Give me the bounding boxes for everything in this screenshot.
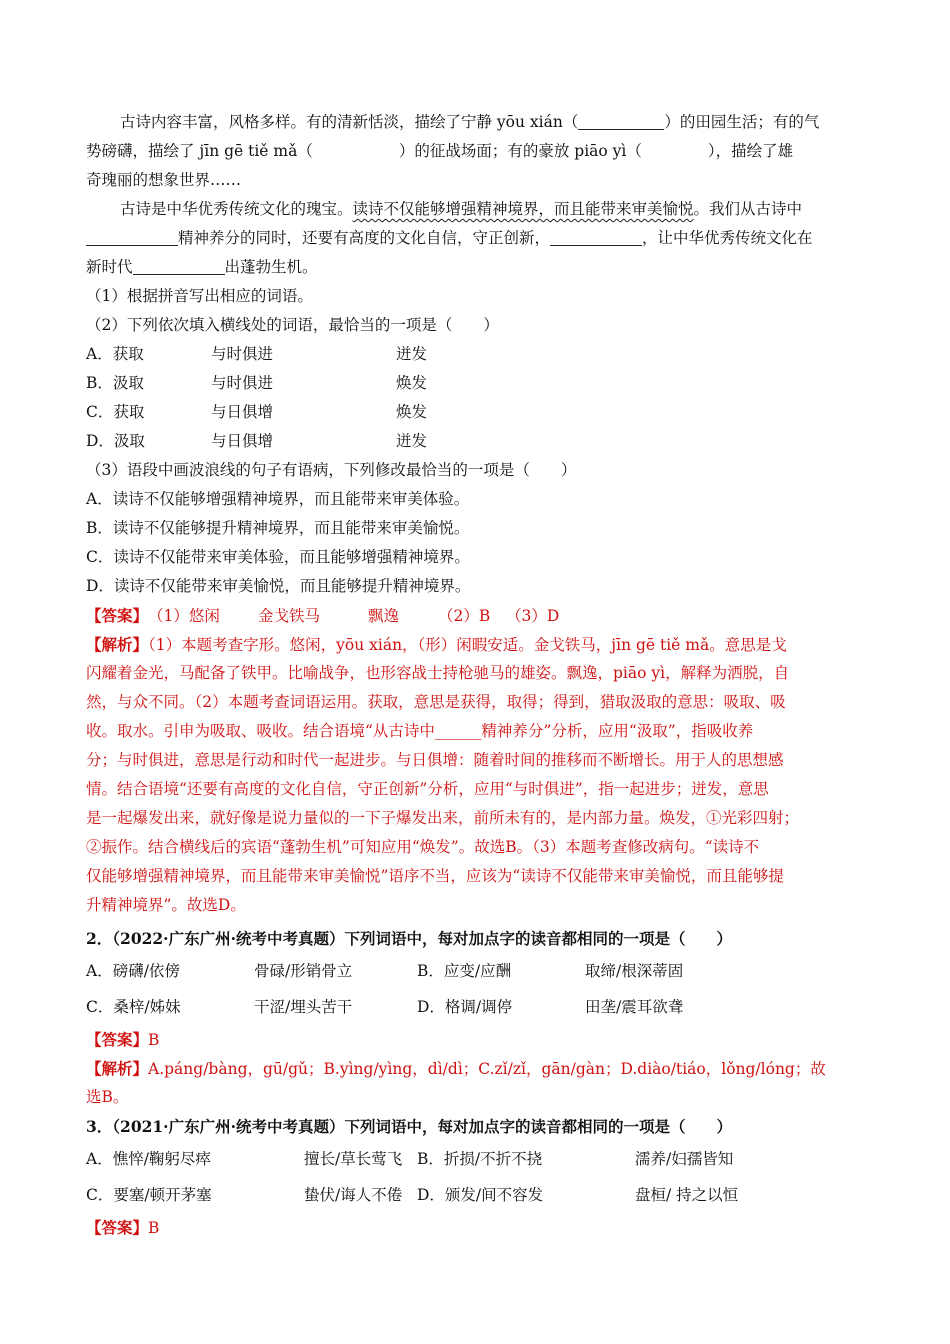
sub-question-2: （2）下列依次填入横线处的词语，最恰当的一项是（ ） bbox=[86, 316, 499, 334]
option-row: A．读诗不仅能够增强精神境界，而且能带来审美体验。 bbox=[86, 490, 470, 508]
passage-line: 奇瑰丽的想象世界…… bbox=[86, 171, 242, 189]
analysis-label: 【解析】 bbox=[86, 635, 149, 654]
option-row: D．汲取 与日俱增 迸发 bbox=[86, 432, 428, 450]
passage-line: 古诗内容丰富，风格多样。有的清新恬淡，描绘了宁静 yōu xián（ ）的田园生活；有的气 bbox=[120, 113, 820, 131]
option-row: D．读诗不仅能带来审美愉悦，而且能够提升精神境界。 bbox=[86, 577, 471, 595]
pinyin-blank bbox=[578, 111, 664, 130]
analysis-block: 【解析】A.páng/bàng，gū/gǔ；B.yìng/yìng，dì/dì；C.zǐ/zǐ，gān/gàn；D.diào/tiáo，lǒng/lóng；故 选B。 bbox=[86, 1059, 826, 1106]
passage-line: 新时代 出蓬勃生机。 bbox=[86, 258, 318, 276]
option-row: A．磅礴/依傍 骨碌/形销骨立 B．应变/应酬 取缔/根深蒂固 bbox=[86, 962, 684, 980]
option-row: B．读诗不仅能够提升精神境界，而且能带来审美愉悦。 bbox=[86, 519, 470, 537]
passage-line: 古诗是中华优秀传统文化的瑰宝。读诗不仅能够增强精神境界，而且能带来审美愉悦。我们从古诗中 bbox=[120, 200, 803, 218]
option-row: A．获取 与时俱进 迸发 bbox=[86, 345, 428, 363]
option-row: C．读诗不仅能带来审美体验，而且能够增强精神境界。 bbox=[86, 548, 470, 566]
passage-line: 势磅礴，描绘了 jīn gē tiě mǎ（ ）的征战场面；有的豪放 piāo yì（ ），描绘了雄 bbox=[86, 142, 794, 160]
option-row: B．汲取 与时俱进 焕发 bbox=[86, 374, 428, 392]
sub-question-1: （1）根据拼音写出相应的词语。 bbox=[86, 287, 313, 305]
question-2-stem: 2．（2022·广东广州·统考中考真题）下列词语中，每对加点字的读音都相同的一项是（ ） bbox=[86, 929, 732, 948]
fill-blank bbox=[133, 256, 225, 275]
sub-question-3: （3）语段中画波浪线的句子有语病，下列修改最恰当的一项是（ ） bbox=[86, 461, 577, 479]
analysis-block: 【解析】（1）本题考查字形。悠闲，yōu xián，（形）闲暇安适。金戈铁马，jīn gē tiě mǎ。意思是戈 闪耀着金光，马配备了铁甲。比喻战争，也形容战士持枪驰马的雄姿。飘逸，piāo yì，解释为洒脱，自 然，与众不同。（2）本题考查词语运用。获取，意思是获得，取得；得到，猎取汲取的意思：吸取、吸 收。取水。引申为吸取、吸收。结合语境“从古诗中______精神养分”分析，应用“汲取”，指吸收养 分；与时俱进，意思是行动和时代一起进步。与日俱增：随着时间的推移而不断增长。用于人的思想感 情。结合语境“还要有高度的文化自信，守正创新”分析，应用“与时俱进”，指一起进步；迸发，意思 是一起爆发出来，就好像是说力量似的一下子爆发出来，前所未有的，是内部力量。焕发，①光彩四射； ②振作。结合横线后的宾语“蓬勃生机”可知应用“焕发”。故选B。（3）本题考查修改病句。“读诗不 仅能够增强精神境界，而且能带来审美愉悦”语序不当，应该为“读诗不仅能带来审美愉悦，而且能够提 升精神境界”。故选D。 bbox=[86, 635, 800, 914]
answer-block: 【答案】（1）悠闲 金戈铁马 飘逸 （2）B （3）D bbox=[86, 606, 560, 625]
fill-blank bbox=[86, 227, 178, 246]
passage-line: 精神养分的同时，还要有高度的文化自信，守正创新， ，让中华优秀传统文化在 bbox=[86, 224, 864, 253]
answer-block: 【答案】B bbox=[86, 1030, 160, 1049]
document-page bbox=[86, 108, 864, 1242]
question-3-stem: 3．（2021·广东广州·统考中考真题）下列词语中，每对加点字的读音都相同的一项是（ ） bbox=[86, 1117, 732, 1136]
option-row: C．获取 与日俱增 焕发 bbox=[86, 403, 428, 421]
answer-label: 【答案】 bbox=[86, 606, 149, 625]
option-row: A．憔悴/鞠躬尽瘁 擅长/草长莺飞 B．折损/不折不挠 濡养/妇孺皆知 bbox=[86, 1150, 734, 1168]
answer-block: 【答案】B bbox=[86, 1218, 160, 1237]
option-row: C．桑梓/姊妹 干涩/埋头苦干 D．格调/调停 田垄/震耳欲聋 bbox=[86, 998, 684, 1016]
fill-blank bbox=[550, 227, 642, 246]
wavy-underlined-sentence: 读诗不仅能够增强精神境界，而且能带来审美愉悦 bbox=[352, 200, 694, 218]
option-row: C．要塞/顿开茅塞 蛰伏/诲人不倦 D．颁发/间不容发 盘桓/ 持之以恒 bbox=[86, 1186, 739, 1204]
